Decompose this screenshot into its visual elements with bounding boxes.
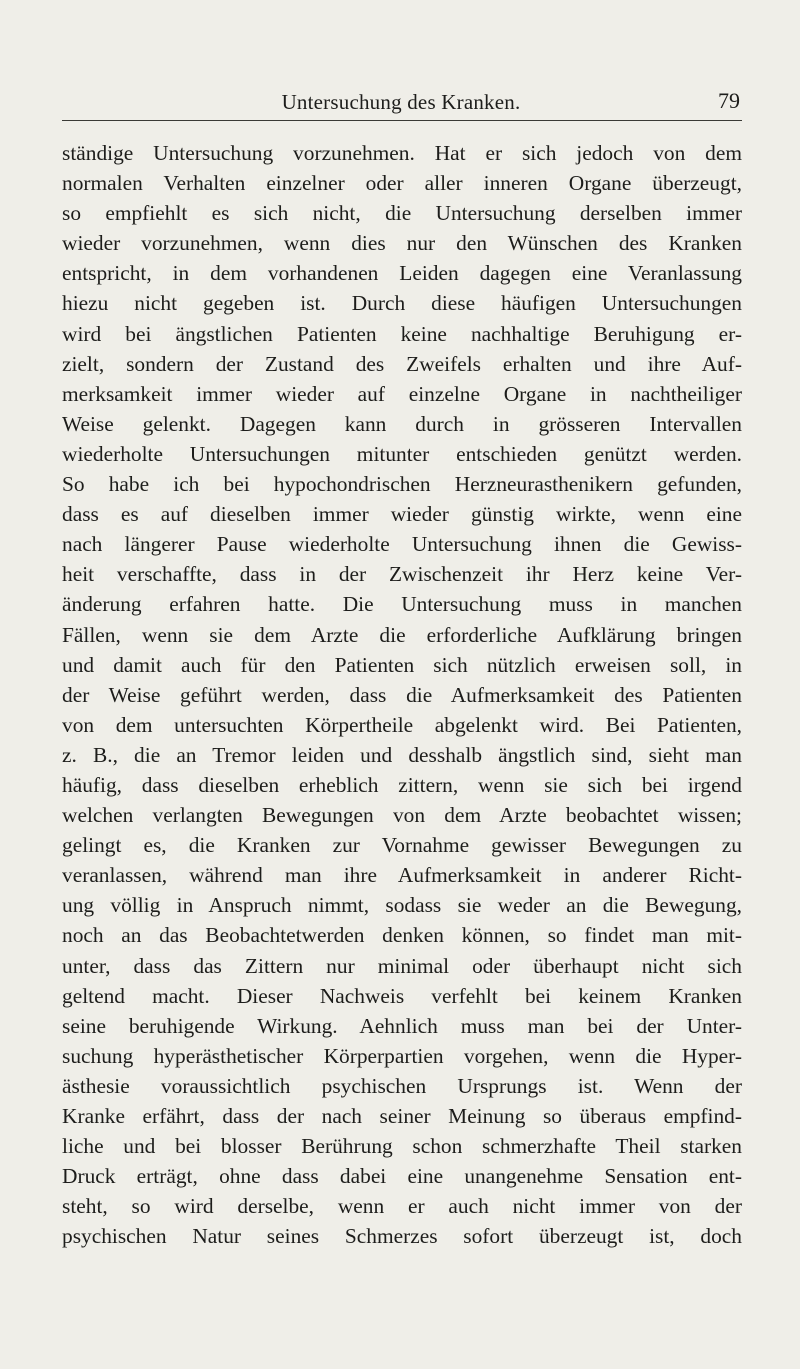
text-line: normalen Verhalten einzelner oder aller inneren Organe überzeugt, [62, 171, 742, 196]
text-line: entspricht, in dem vorhandenen Leiden dagegen eine Veranlassung [62, 261, 742, 286]
text-line: merksamkeit immer wieder auf einzelne Organe in nachtheiliger [62, 381, 742, 406]
text-line: geltend macht. Dieser Nachweis verfehlt bei keinem Kranken [62, 983, 742, 1008]
text-line: häufig, dass dieselben erheblich zittern, wenn sie sich bei irgend [62, 772, 742, 797]
text-line: so empfiehlt es sich nicht, die Untersuchung derselben immer [62, 201, 742, 226]
running-title: Untersuchung des Kranken. [281, 90, 521, 114]
text-line: seine beruhigende Wirkung. Aehnlich muss man bei der Unter- [62, 1013, 742, 1038]
header-rule [62, 120, 742, 121]
running-header [60, 82, 742, 122]
text-line: z. B., die an Tremor leiden und desshalb ängstlich sind, sieht man [62, 742, 742, 767]
text-line: veranlassen, während man ihre Aufmerksamkeit in anderer Richt- [62, 863, 742, 888]
text-line: hiezu nicht gegeben ist. Durch diese häufigen Untersuchungen [62, 291, 742, 316]
text-line: zielt, sondern der Zustand des Zweifels erhalten und ihre Auf- [62, 351, 742, 376]
text-line: heit verschaffte, dass in der Zwischenzeit ihr Herz keine Ver- [62, 562, 742, 587]
text-line: und damit auch für den Patienten sich nützlich erweisen soll, in [62, 652, 742, 677]
text-line: dass es auf dieselben immer wieder günstig wirkte, wenn eine [62, 502, 742, 527]
text-line: nach längerer Pause wiederholte Untersuchung ihnen die Gewiss- [62, 532, 742, 557]
text-line: ständige Untersuchung vorzunehmen. Hat er sich jedoch von dem [62, 141, 742, 165]
page-number: 79 [718, 88, 740, 113]
text-line: Kranke erfährt, dass der nach seiner Meinung so überaus empfind- [62, 1104, 742, 1128]
text-line: suchung hyperästhetischer Körperpartien vorgehen, wenn die Hyper- [62, 1043, 742, 1068]
text-line: unter, dass das Zittern nur minimal oder überhaupt nicht sich [62, 953, 742, 978]
text-line: liche und bei blosser Berührung schon schmerzhafte Theil starken [62, 1134, 742, 1159]
text-line: steht, so wird derselbe, wenn er auch nicht immer von der [62, 1194, 742, 1219]
text-line: psychischen Natur seines Schmerzes sofort überzeugt ist, doch [62, 1224, 742, 1249]
body-paragraph [62, 138, 742, 1251]
text-line: Fällen, wenn sie dem Arzte die erforderliche Aufklärung bringen [62, 622, 742, 647]
text-line: wird bei ängstlichen Patienten keine nachhaltige Beruhigung er- [62, 321, 742, 346]
text-line: Weise gelenkt. Dagegen kann durch in grösseren Intervallen [62, 411, 742, 436]
text-line: welchen verlangten Bewegungen von dem Arzte beobachtet wissen; [62, 803, 742, 828]
text-line: noch an das Beobachtetwerden denken können, so findet man mit- [62, 923, 742, 948]
text-line: So habe ich bei hypochondrischen Herzneurasthenikern gefunden, [62, 472, 742, 497]
text-line: ästhesie voraussichtlich psychischen Ursprungs ist. Wenn der [62, 1073, 742, 1098]
text-line: von dem untersuchten Körpertheile abgelenkt wird. Bei Patienten, [62, 712, 742, 737]
text-line: ung völlig in Anspruch nimmt, sodass sie weder an die Bewegung, [62, 893, 742, 918]
text-line: wieder vorzunehmen, wenn dies nur den Wünschen des Kranken [62, 231, 742, 256]
text-line: änderung erfahren hatte. Die Untersuchung muss in manchen [62, 592, 742, 617]
text-line: Druck erträgt, ohne dass dabei eine unangenehme Sensation ent- [62, 1164, 742, 1189]
text-line: wiederholte Untersuchungen mitunter entschieden genützt werden. [62, 441, 742, 466]
text-line: der Weise geführt werden, dass die Aufmerksamkeit des Patienten [62, 682, 742, 707]
text-line: gelingt es, die Kranken zur Vornahme gewisser Bewegungen zu [62, 833, 742, 858]
